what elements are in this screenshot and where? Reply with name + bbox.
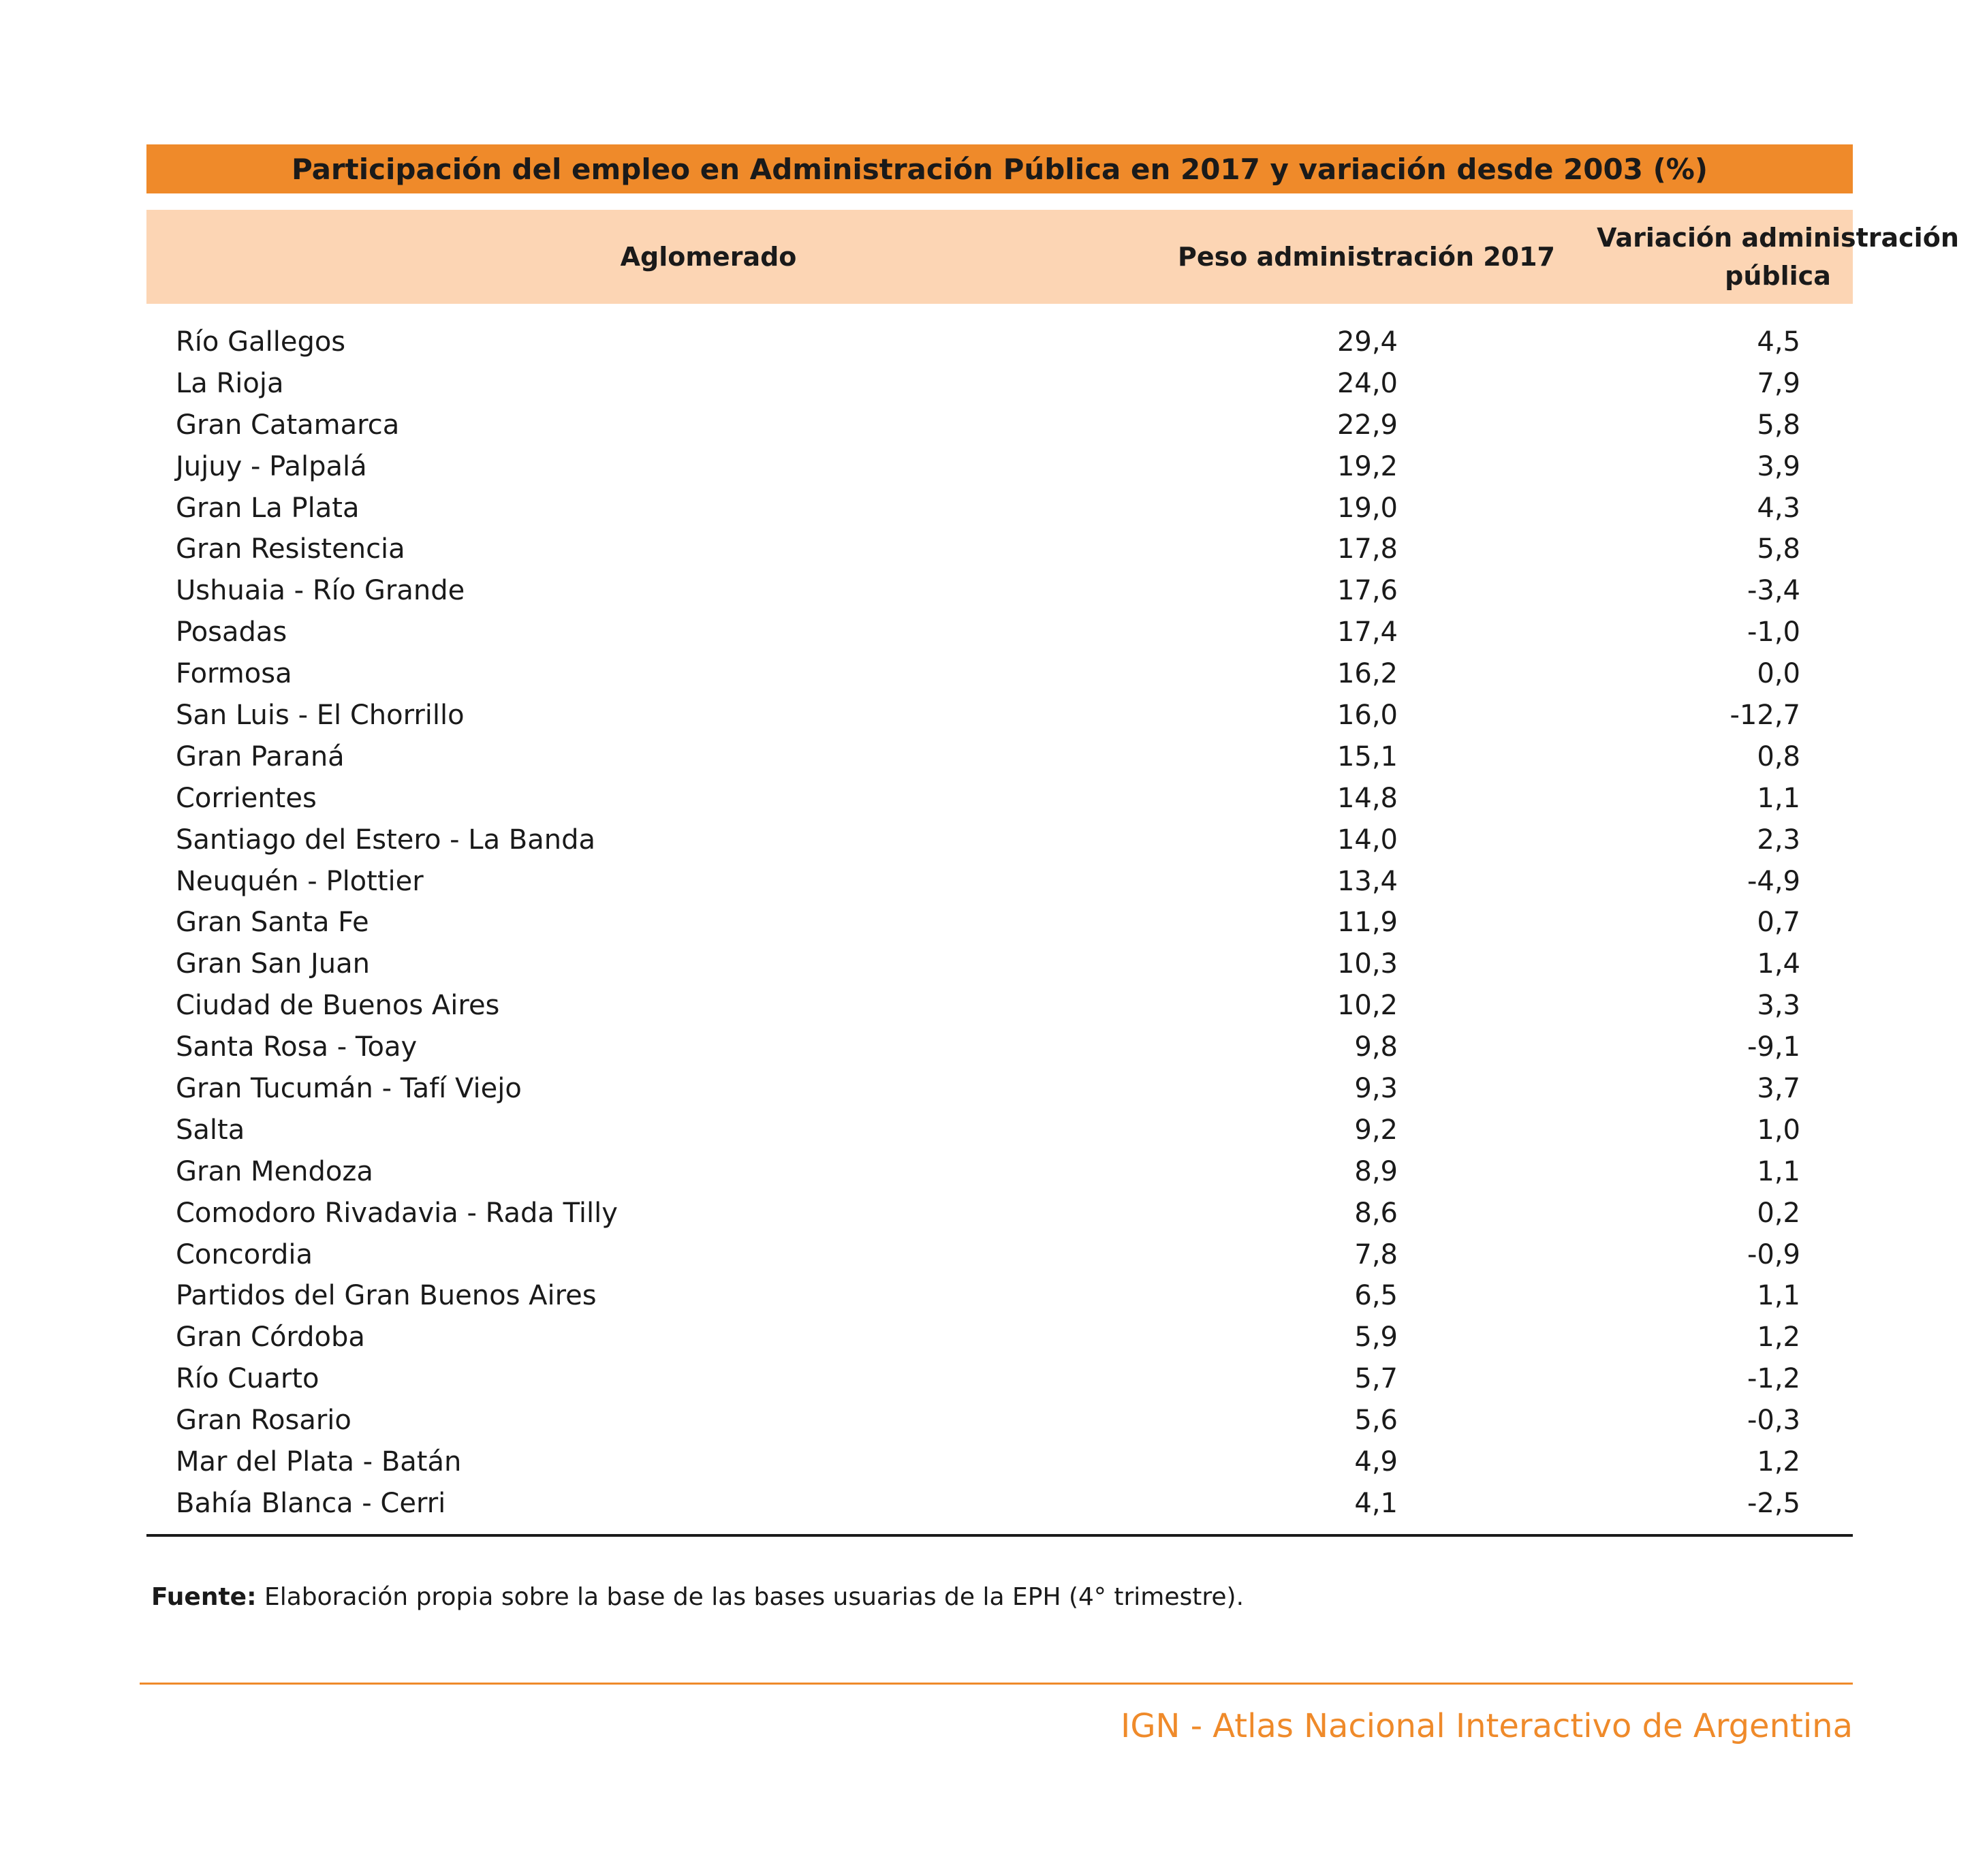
cell-aglomerado: Gran Resistencia (176, 533, 405, 565)
cell-peso: 10,3 (1336, 948, 1398, 980)
cell-peso: 14,0 (1336, 824, 1398, 856)
cell-variacion: 1,1 (1757, 1155, 1800, 1187)
table-row (146, 819, 1853, 861)
table-row (146, 1110, 1853, 1151)
table-row (146, 488, 1853, 529)
cell-aglomerado: Santiago del Estero - La Banda (176, 824, 595, 856)
cell-variacion: -4,9 (1747, 865, 1800, 897)
cell-aglomerado: Posadas (176, 616, 287, 648)
cell-variacion: -3,4 (1747, 575, 1800, 607)
cell-peso: 22,9 (1336, 409, 1398, 441)
cell-variacion: -0,9 (1747, 1238, 1800, 1270)
column-header-variacion (1577, 210, 1979, 304)
table-row (146, 1193, 1853, 1234)
table-row (146, 363, 1853, 405)
cell-variacion: 7,9 (1757, 367, 1800, 399)
cell-peso: 6,5 (1354, 1280, 1398, 1312)
cell-peso: 19,0 (1336, 492, 1398, 524)
source-label: Fuente: (151, 1583, 257, 1611)
table-row (146, 570, 1853, 612)
cell-variacion: 3,7 (1757, 1073, 1800, 1105)
cell-variacion: 1,1 (1757, 1280, 1800, 1312)
table-row (146, 529, 1853, 570)
cell-peso: 4,1 (1354, 1487, 1398, 1519)
column-header-variacion-line1: Variación administración (1597, 223, 1959, 253)
source-text: Elaboración propia sobre la base de las bases usuarias de la EPH (4° trimestre). (256, 1583, 1245, 1611)
table-row (146, 985, 1853, 1027)
cell-aglomerado: Gran La Plata (176, 492, 360, 524)
cell-peso: 5,7 (1354, 1363, 1398, 1395)
table-row (146, 1483, 1853, 1525)
cell-peso: 19,2 (1336, 450, 1398, 482)
cell-variacion: -9,1 (1747, 1031, 1800, 1063)
cell-peso: 17,6 (1336, 575, 1398, 607)
cell-peso: 16,0 (1336, 700, 1398, 732)
footer-divider (140, 1683, 1853, 1685)
cell-aglomerado: Corrientes (176, 782, 317, 814)
cell-variacion: 1,2 (1757, 1322, 1800, 1354)
column-header-variacion-line2: pública (1725, 261, 1831, 291)
table-row (146, 322, 1853, 363)
source-note (151, 1583, 1244, 1611)
cell-aglomerado: Gran Córdoba (176, 1322, 365, 1354)
cell-peso: 7,8 (1354, 1238, 1398, 1270)
cell-aglomerado: Gran Catamarca (176, 409, 400, 441)
cell-aglomerado: Gran Santa Fe (176, 907, 369, 939)
table-title: Participación del empleo en Administración Pública en 2017 y variación desde 2003 (%) (146, 144, 1853, 193)
cell-peso: 15,1 (1336, 740, 1398, 772)
cell-peso: 10,2 (1336, 990, 1398, 1022)
table-row (146, 902, 1853, 943)
cell-aglomerado: Gran Tucumán - Tafí Viejo (176, 1073, 522, 1105)
footer-brand: IGN - Atlas Nacional Interactivo de Argentina (1121, 1707, 1853, 1745)
cell-peso: 9,3 (1354, 1073, 1398, 1105)
cell-aglomerado: Santa Rosa - Toay (176, 1031, 418, 1063)
cell-aglomerado: Gran Rosario (176, 1405, 351, 1437)
table-row (146, 1400, 1853, 1441)
cell-peso: 5,6 (1354, 1405, 1398, 1437)
cell-variacion: 1,4 (1757, 948, 1800, 980)
cell-aglomerado: Comodoro Rivadavia - Rada Tilly (176, 1197, 618, 1229)
table-row (146, 405, 1853, 446)
cell-peso: 24,0 (1336, 367, 1398, 399)
cell-variacion: -1,2 (1747, 1363, 1800, 1395)
table-row (146, 943, 1853, 985)
cell-aglomerado: Ciudad de Buenos Aires (176, 990, 500, 1022)
cell-variacion: 5,8 (1757, 409, 1800, 441)
cell-aglomerado: Salta (176, 1114, 245, 1146)
table-row (146, 861, 1853, 903)
cell-peso: 9,2 (1354, 1114, 1398, 1146)
cell-variacion: 4,3 (1757, 492, 1800, 524)
cell-peso: 29,4 (1336, 326, 1398, 358)
cell-aglomerado: Río Cuarto (176, 1363, 319, 1395)
cell-peso: 8,6 (1354, 1197, 1398, 1229)
cell-variacion: 1,2 (1757, 1446, 1800, 1478)
table-row (146, 778, 1853, 819)
table-bottom-rule (146, 1534, 1853, 1537)
cell-aglomerado: Partidos del Gran Buenos Aires (176, 1280, 597, 1312)
cell-aglomerado: Formosa (176, 658, 292, 690)
table-row (146, 1441, 1853, 1483)
cell-aglomerado: Ushuaia - Río Grande (176, 575, 465, 607)
cell-aglomerado: Concordia (176, 1238, 313, 1270)
cell-aglomerado: La Rioja (176, 367, 284, 399)
cell-aglomerado: Gran San Juan (176, 948, 370, 980)
cell-peso: 14,8 (1336, 782, 1398, 814)
cell-variacion: 3,9 (1757, 450, 1800, 482)
cell-aglomerado: Río Gallegos (176, 326, 346, 358)
cell-variacion: 0,8 (1757, 740, 1800, 772)
cell-peso: 9,8 (1354, 1031, 1398, 1063)
cell-peso: 16,2 (1336, 658, 1398, 690)
table-row (146, 1234, 1853, 1276)
table-row (146, 1068, 1853, 1110)
cell-variacion: 2,3 (1757, 824, 1800, 856)
table-row (146, 1151, 1853, 1193)
table-row (146, 736, 1853, 778)
table-row (146, 612, 1853, 653)
table-row (146, 1275, 1853, 1317)
cell-aglomerado: Jujuy - Palpalá (176, 450, 367, 482)
table-row (146, 653, 1853, 695)
cell-variacion: 1,0 (1757, 1114, 1800, 1146)
cell-peso: 8,9 (1354, 1155, 1398, 1187)
column-header-peso: Peso administración 2017 (1178, 242, 1555, 272)
table-header (146, 210, 1959, 304)
table-row (146, 1027, 1853, 1068)
cell-aglomerado: Bahía Blanca - Cerri (176, 1487, 446, 1519)
cell-variacion: 0,2 (1757, 1197, 1800, 1229)
cell-variacion: -2,5 (1747, 1487, 1800, 1519)
table-row (146, 1317, 1853, 1358)
cell-peso: 11,9 (1336, 907, 1398, 939)
cell-variacion: 1,1 (1757, 782, 1800, 814)
table-row (146, 1358, 1853, 1400)
cell-variacion: 3,3 (1757, 990, 1800, 1022)
cell-peso: 17,4 (1336, 616, 1398, 648)
table-body (146, 322, 1853, 1525)
cell-aglomerado: San Luis - El Chorrillo (176, 700, 465, 732)
cell-variacion: 0,0 (1757, 658, 1800, 690)
cell-peso: 13,4 (1336, 865, 1398, 897)
cell-peso: 5,9 (1354, 1322, 1398, 1354)
cell-aglomerado: Neuquén - Plottier (176, 865, 424, 897)
cell-peso: 4,9 (1354, 1446, 1398, 1478)
cell-aglomerado: Gran Paraná (176, 740, 345, 772)
cell-variacion: -1,0 (1747, 616, 1800, 648)
cell-variacion: -12,7 (1730, 700, 1800, 732)
table-row (146, 695, 1853, 736)
cell-aglomerado: Mar del Plata - Batán (176, 1446, 462, 1478)
cell-aglomerado: Gran Mendoza (176, 1155, 373, 1187)
table-row (146, 446, 1853, 488)
cell-variacion: 4,5 (1757, 326, 1800, 358)
cell-variacion: -0,3 (1747, 1405, 1800, 1437)
column-header-aglomerado: Aglomerado (620, 242, 797, 272)
cell-variacion: 0,7 (1757, 907, 1800, 939)
cell-variacion: 5,8 (1757, 533, 1800, 565)
cell-peso: 17,8 (1336, 533, 1398, 565)
